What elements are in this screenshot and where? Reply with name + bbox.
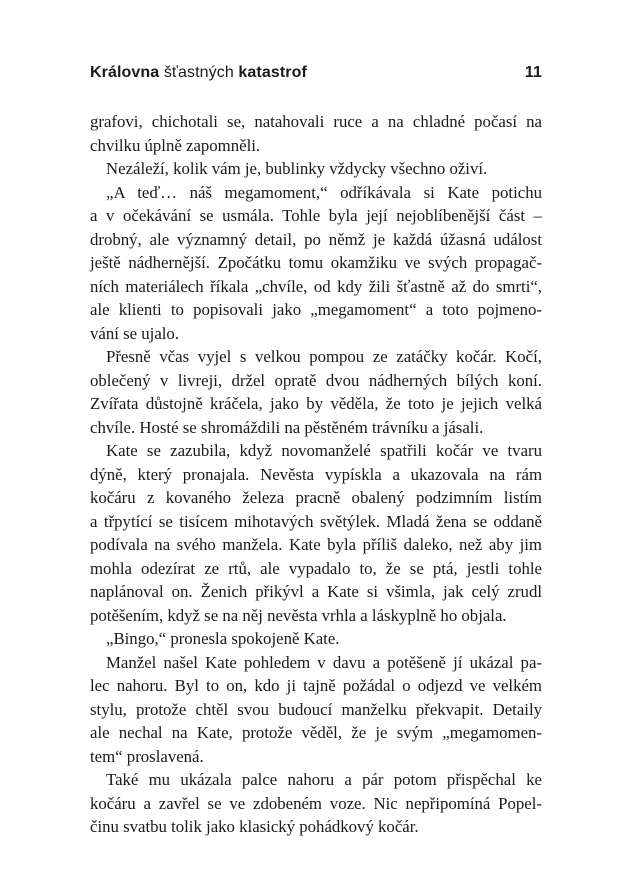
text-line: „Bingo,“ pronesla spokojeně Kate. bbox=[106, 629, 340, 648]
paragraph bbox=[90, 157, 542, 181]
running-header bbox=[90, 64, 542, 86]
book-title bbox=[90, 64, 307, 82]
page-number: 11 bbox=[524, 64, 542, 81]
paragraph bbox=[90, 768, 542, 839]
text-line: ale nechal na Kate, protože věděl, že je svým „megamomen- bbox=[90, 723, 542, 742]
text-line: Manžel našel Kate pohledem v davu a potěšeně jí ukázal pa- bbox=[106, 652, 542, 672]
text-line: drobný, ale významný detail, po němž je každá úžasná událost bbox=[90, 229, 542, 249]
text-line: kočáru a zavřel se ve zdobeném voze. Nic nepřipomíná Popel- bbox=[90, 793, 542, 813]
book-title-part1: Královna bbox=[90, 64, 160, 81]
text-line: podívala na svého manžela. Kate byla příliš daleko, než aby jim bbox=[90, 535, 542, 554]
paragraph bbox=[90, 345, 542, 439]
paragraph bbox=[90, 439, 542, 627]
text-line: „A teď… náš megamoment,“ odříkávala si Kate potichu bbox=[106, 182, 542, 202]
paragraph bbox=[90, 181, 542, 346]
text-line: činu svatbu tolik jako klasický pohádkový kočár. bbox=[90, 817, 419, 836]
paragraph bbox=[90, 651, 542, 769]
text-line: tem“ proslavená. bbox=[90, 746, 204, 766]
text-line: Také mu ukázala palce nahoru a pár potom přispěchal ke bbox=[106, 770, 542, 789]
text-line: kočáru z kovaného železa pracně obalený podzimním listím bbox=[90, 488, 542, 507]
text-line: naplánoval on. Ženich přikývl a Kate si všimla, jak celý zrudl bbox=[90, 582, 542, 601]
text-line: chvíle. Hosté se shromáždili na pěstěném trávníku a jásali. bbox=[90, 417, 484, 437]
text-line: Přesně včas vyjel s velkou pompou ze zatáčky kočár. Kočí, bbox=[106, 347, 542, 366]
text-line: Nezáleží, kolik vám je, bublinky vždycky všechno oživí. bbox=[106, 159, 488, 178]
paragraph bbox=[90, 110, 542, 157]
paragraph bbox=[90, 627, 542, 651]
text-line: chvilku úplně zapomněli. bbox=[90, 135, 261, 155]
text-line: stylu, protože chtěl svou budoucí manželku překvapit. Detaily bbox=[90, 699, 542, 719]
text-line: grafovi, chichotali se, natahovali ruce a na chladné počasí na bbox=[90, 112, 542, 131]
text-line: ních materiálech říkala „chvíle, od kdy žili šťastně až do smrti“, bbox=[90, 276, 542, 296]
text-line: a v očekávání se usmála. Tohle byla její nejoblíbenější část – bbox=[90, 206, 542, 225]
book-title-part2: šťastných bbox=[163, 64, 234, 81]
text-line: ještě nádhernější. Zpočátku tomu okamžiku ve svých propagač- bbox=[90, 253, 542, 272]
text-line: vání se ujalo. bbox=[90, 323, 180, 343]
text-line: dýně, který pronajala. Nevěsta vypískla a ukazovala na rám bbox=[90, 464, 542, 484]
text-line: potěšením, když se na něj nevěsta vrhla a láskyplně ho objala. bbox=[90, 605, 507, 625]
text-line: a třpytící se tisícem mihotavých světýlek. Mladá žena se oddaně bbox=[90, 511, 542, 531]
text-line: oblečený v livreji, držel opratě dvou nádherných bílých koní. bbox=[90, 370, 542, 390]
text-line: ale klienti to popisovali jako „megamoment“ a toto pojmeno- bbox=[90, 300, 542, 319]
text-line: Kate se zazubila, když novomanželé spatřili kočár ve tvaru bbox=[106, 441, 542, 460]
body-text bbox=[90, 110, 542, 839]
text-line: Zvířata důstojně kráčela, jako by věděla, že toto je jejich velká bbox=[90, 394, 542, 413]
text-line: lec nahoru. Byl to on, kdo ji tajně požádal o odjezd ve velkém bbox=[90, 676, 542, 695]
book-title-part3: katastrof bbox=[238, 64, 307, 81]
text-line: mohla odezírat ze rtů, ale vypadalo to, že se ptá, jestli tohle bbox=[90, 558, 542, 578]
